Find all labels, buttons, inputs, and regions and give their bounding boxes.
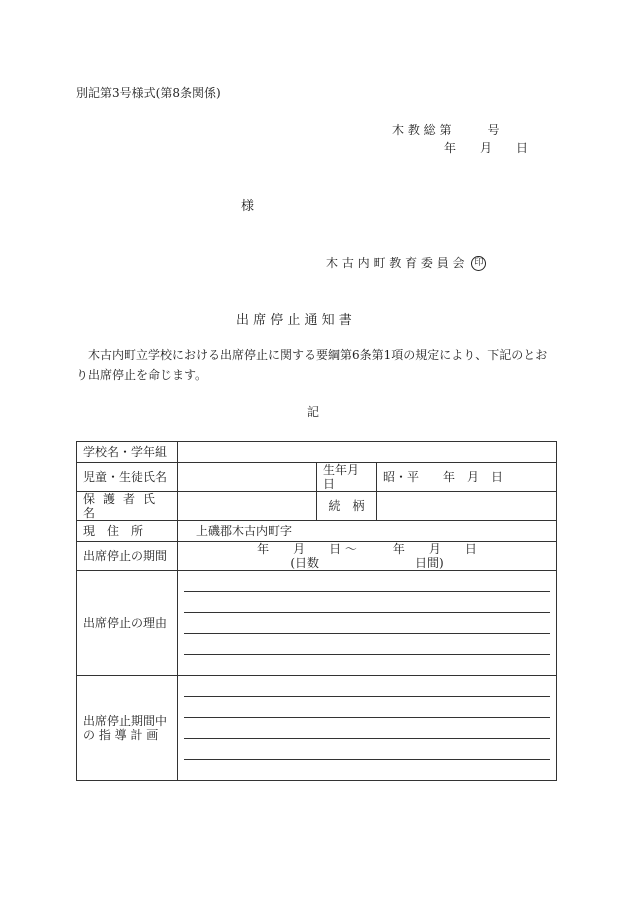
address-label: 現 住 所 xyxy=(77,521,178,542)
document-title: 出 席 停 止 通 知 書 xyxy=(236,313,352,328)
notice-form-table xyxy=(76,441,557,781)
body-text: 木古内町立学校における出席停止に関する要綱第6条第1項の規定により、下記のとおり出席停止を命じます。 xyxy=(76,348,548,382)
school-class-field[interactable] xyxy=(178,442,557,463)
guidance-plan-label-line2: の 指 導 計 画 xyxy=(83,728,159,742)
issuer-block xyxy=(326,256,486,271)
table-row xyxy=(77,676,557,781)
plan-line[interactable] xyxy=(184,697,550,718)
plan-line[interactable] xyxy=(184,676,550,697)
table-row xyxy=(77,571,557,676)
form-number: 別記第3号様式(第8条関係) xyxy=(76,86,221,100)
plan-line[interactable] xyxy=(184,760,550,780)
guidance-plan-field[interactable] xyxy=(178,676,557,781)
ki-heading: 記 xyxy=(307,405,320,419)
student-name-label: 児童・生徒氏名 xyxy=(77,463,178,492)
address-field[interactable]: 上磯郡木古内町字 xyxy=(178,521,557,542)
guidance-plan-label-line1: 出席停止期間中 xyxy=(83,714,168,728)
student-name-field[interactable] xyxy=(178,463,317,492)
guidance-plan-label xyxy=(77,676,178,781)
guardian-label: 保護者氏名 xyxy=(77,492,178,521)
period-days: (日数 日間) xyxy=(290,556,444,570)
school-class-label: 学校名・学年組 xyxy=(77,442,178,463)
table-row xyxy=(77,542,557,571)
plan-line[interactable] xyxy=(184,718,550,739)
period-field[interactable] xyxy=(178,542,557,571)
reason-line[interactable] xyxy=(184,613,550,634)
relation-field[interactable] xyxy=(377,492,557,521)
seal-icon: 印 xyxy=(471,256,486,271)
period-label: 出席停止の期間 xyxy=(77,542,178,571)
addressee-honorific: 様 xyxy=(241,199,255,214)
reason-line[interactable] xyxy=(184,592,550,613)
reason-label: 出席停止の理由 xyxy=(77,571,178,676)
guardian-name-field[interactable] xyxy=(178,492,317,521)
plan-line[interactable] xyxy=(184,739,550,760)
table-row xyxy=(77,442,557,463)
reason-line[interactable] xyxy=(184,634,550,655)
issue-date: 年 月 日 xyxy=(444,141,529,155)
birthdate-label: 生年月日 xyxy=(317,463,377,492)
issuer-name: 木 古 内 町 教 育 委 員 会 xyxy=(326,256,465,270)
birthdate-field[interactable]: 昭・平 年 月 日 xyxy=(377,463,557,492)
reason-line[interactable] xyxy=(184,655,550,675)
period-dates: 年 月 日 〜 年 月 日 xyxy=(257,542,477,556)
table-row xyxy=(77,492,557,521)
table-row xyxy=(77,463,557,492)
table-row xyxy=(77,521,557,542)
reason-line[interactable] xyxy=(184,571,550,592)
reason-field[interactable] xyxy=(178,571,557,676)
relation-label: 続 柄 xyxy=(317,492,377,521)
document-number: 木 教 総 第 号 xyxy=(392,123,500,137)
